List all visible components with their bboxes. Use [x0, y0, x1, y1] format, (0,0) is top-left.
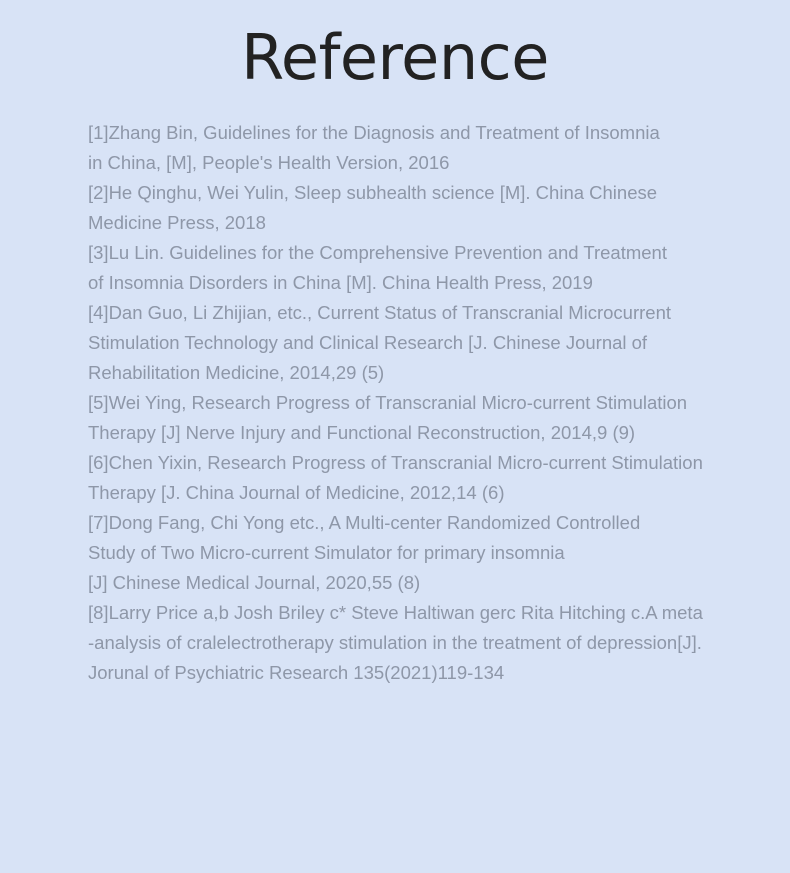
reference-line: Therapy [J. China Journal of Medicine, 2012,14 (6) [88, 482, 505, 503]
reference-line: -analysis of cralelectrotherapy stimulation in the treatment of depression[J]. [88, 632, 702, 653]
reference-item [88, 508, 778, 598]
reference-line: Study of Two Micro-current Simulator for primary insomnia [88, 542, 565, 563]
reference-line: [1]Zhang Bin, Guidelines for the Diagnosis and Treatment of Insomnia [88, 122, 660, 143]
reference-line: Stimulation Technology and Clinical Research [J. Chinese Journal of [88, 332, 648, 353]
reference-line: [7]Dong Fang, Chi Yong etc., A Multi-center Randomized Controlled [88, 512, 641, 533]
reference-line: [2]He Qinghu, Wei Yulin, Sleep subhealth science [M]. China Chinese [88, 182, 658, 203]
reference-item [88, 388, 778, 448]
reference-line: [6]Chen Yixin, Research Progress of Transcranial Micro-current Stimulation [88, 452, 703, 473]
reference-list [88, 118, 778, 688]
page-title: Reference [241, 21, 549, 94]
reference-line: of Insomnia Disorders in China [M]. China Health Press, 2019 [88, 272, 593, 293]
reference-line: Jorunal of Psychiatric Research 135(2021)119-134 [88, 662, 505, 683]
reference-item [88, 448, 778, 508]
reference-line: [3]Lu Lin. Guidelines for the Comprehensive Prevention and Treatment [88, 242, 667, 263]
reference-item [88, 598, 778, 688]
reference-item [88, 118, 778, 178]
reference-item [88, 178, 778, 238]
reference-line: [5]Wei Ying, Research Progress of Transcranial Micro-current Stimulation [88, 392, 688, 413]
reference-line: Therapy [J] Nerve Injury and Functional Reconstruction, 2014,9 (9) [88, 422, 636, 443]
reference-line: in China, [M], People's Health Version, 2016 [88, 152, 450, 173]
reference-line: Medicine Press, 2018 [88, 212, 266, 233]
reference-item [88, 298, 778, 388]
reference-line: Rehabilitation Medicine, 2014,29 (5) [88, 362, 385, 383]
reference-item [88, 238, 778, 298]
reference-line: [8]Larry Price a,b Josh Briley c* Steve Haltiwan gerc Rita Hitching c.A meta [88, 602, 703, 623]
reference-line: [J] Chinese Medical Journal, 2020,55 (8) [88, 572, 421, 593]
reference-line: [4]Dan Guo, Li Zhijian, etc., Current Status of Transcranial Microcurrent [88, 302, 671, 323]
